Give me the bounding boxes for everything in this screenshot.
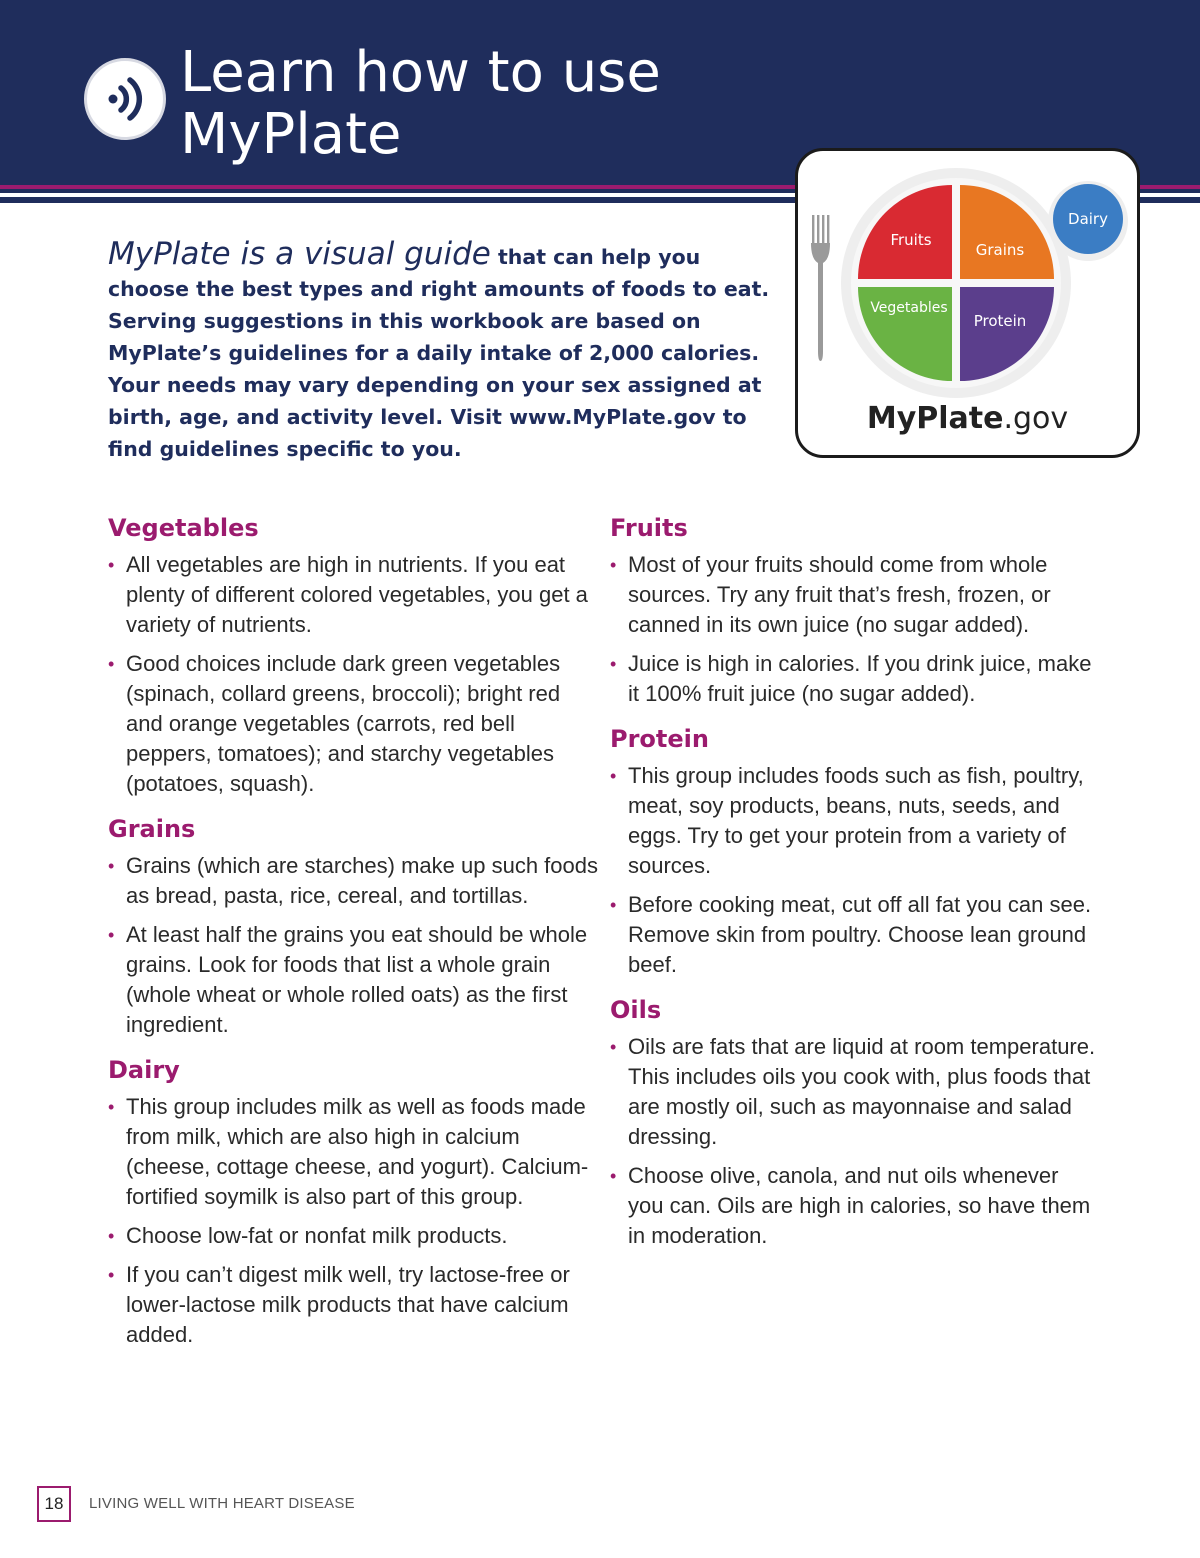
intro-body: that can help you choose the best types and right amounts of foods to eat. Serving suggestions in this workbook are based on MyPlate’s guidelines for a daily intake of 2,000 calories. Your needs may vary depending on your sex assigned at birth, age, and activity level. Visit (108, 245, 770, 429)
grains-section (960, 185, 1054, 279)
right-column (610, 512, 1100, 1265)
section-heading: Protein (610, 725, 709, 753)
section-fruits (610, 512, 1100, 709)
section-heading: Dairy (108, 1056, 180, 1084)
title-line: MyPlate (180, 102, 402, 167)
list-item: • Choose low-fat or nonfat milk products. (108, 1221, 598, 1251)
page-title (180, 42, 800, 166)
grains-label: Grains (975, 241, 1025, 259)
section-heading: Vegetables (108, 514, 259, 542)
list-item: • Oils are fats that are liquid at room temperature. This includes oils you cook with, plus foods that are mostly oil, such as mayonnaise and salad dressing. (610, 1032, 1100, 1152)
page-number: 18 (37, 1486, 71, 1522)
section-heading: Oils (610, 996, 662, 1024)
section-heading: Grains (108, 815, 196, 843)
footer-title: LIVING WELL WITH HEART DISEASE (89, 1495, 355, 1512)
vegetables-label: Vegetables (870, 300, 948, 316)
section-dairy (108, 1054, 598, 1350)
list-item: • Before cooking meat, cut off all fat you can see. Remove skin from poultry. Choose lean ground beef. (610, 890, 1100, 980)
list-item: • Grains (which are starches) make up such foods as bread, pasta, rice, cereal, and tortillas. (108, 851, 598, 911)
list-item: • Choose olive, canola, and nut oils whenever you can. Oils are high in calories, so have them in moderation. (610, 1161, 1100, 1251)
section-oils (610, 994, 1100, 1251)
title-line: Learn how to use (180, 40, 661, 105)
intro-paragraph (108, 238, 778, 465)
logo-bold: MyPlate (866, 401, 1004, 436)
fork-icon (811, 215, 830, 361)
protein-section (960, 287, 1054, 381)
section-protein (610, 723, 1100, 980)
list-item: • All vegetables are high in nutrients. If you eat plenty of different colored vegetables, you get a variety of nutrients. (108, 550, 598, 640)
list-item: • At least half the grains you eat should be whole grains. Look for foods that list a whole grain (whole wheat or whole rolled oats) as the first ingredient. (108, 920, 598, 1040)
list-item: • This group includes foods such as fish, poultry, meat, soy products, beans, nuts, seeds, and eggs. Try to get your protein from a variety of sources. (610, 761, 1100, 881)
myplate-graphic (795, 148, 1140, 458)
dairy-label: Dairy (1068, 210, 1108, 228)
intro-tail: to find guidelines specific to you. (108, 405, 747, 461)
list-item: • Juice is high in calories. If you drink juice, make it 100% fruit juice (no sugar added). (610, 649, 1100, 709)
section-vegetables (108, 512, 598, 799)
list-item: • This group includes milk as well as foods made from milk, which are also high in calcium (cheese, cottage cheese, and yogurt). Calcium-fortified soymilk is also part of this group. (108, 1092, 598, 1212)
intro-lead: MyPlate is a visual guide (108, 236, 491, 272)
myplate-logo (798, 401, 1137, 436)
list-item: • Most of your fruits should come from whole sources. Try any fruit that’s fresh, frozen, or canned in its own juice (no sugar added). (610, 550, 1100, 640)
fruits-label: Fruits (890, 231, 932, 249)
list-item: • Good choices include dark green vegetables (spinach, collard greens, broccoli); bright red and orange vegetables (carrots, red bell peppers, tomatoes); and starchy vegetables (potatoes, squash). (108, 649, 598, 799)
audio-waves-icon[interactable] (84, 58, 166, 140)
myplate-link[interactable]: www.MyPlate.gov (509, 405, 716, 429)
list-item: • If you can’t digest milk well, try lactose-free or lower-lactose milk products that have calcium added. (108, 1260, 598, 1350)
protein-label: Protein (973, 312, 1027, 330)
left-column (108, 512, 598, 1364)
logo-light: .gov (1003, 401, 1069, 436)
section-grains (108, 813, 598, 1040)
section-heading: Fruits (610, 514, 688, 542)
